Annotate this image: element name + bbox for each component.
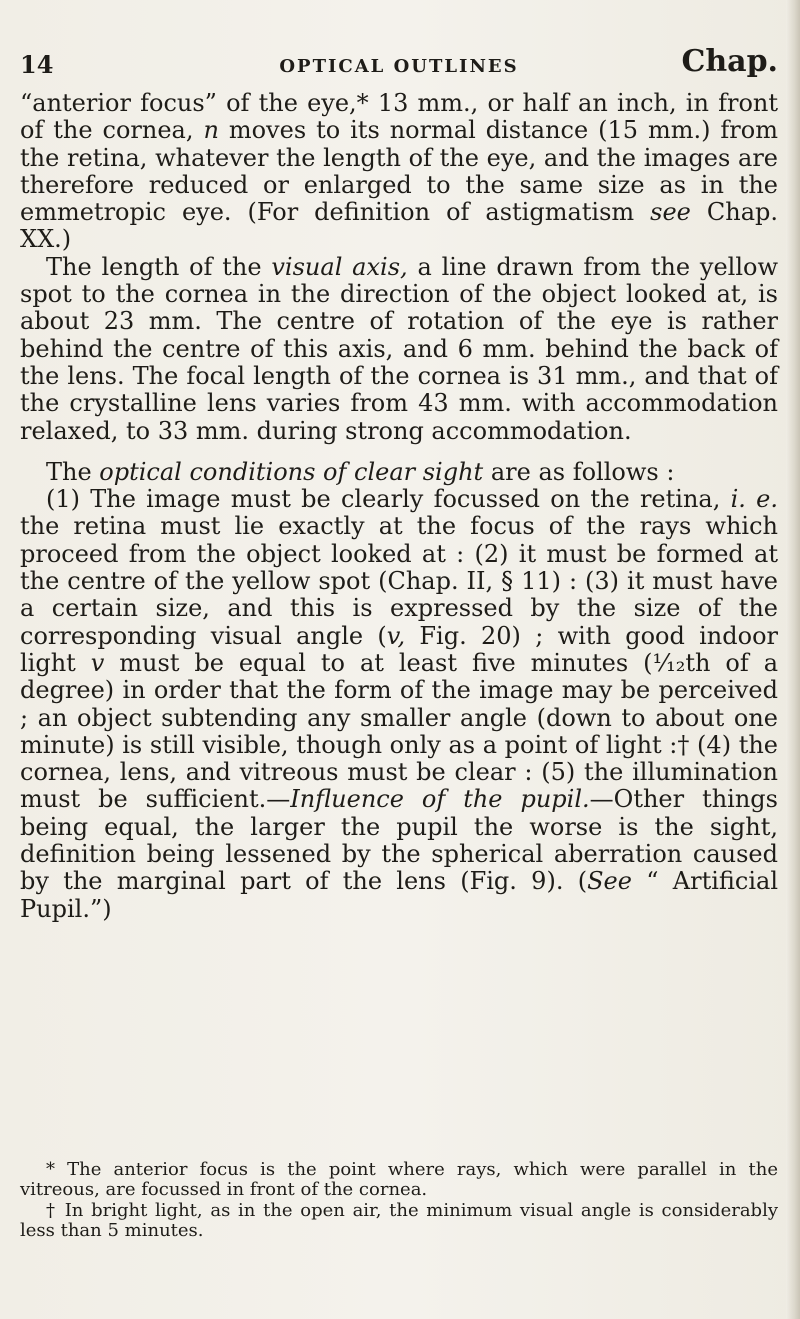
paragraph — [20, 459, 778, 486]
text-run: moves to its normal distance (15 mm.) from the retina, whatever the length of the eye, and the images are therefore reduced or enlarged to the same size as in the emmetropic eye. (For definition of astigmatism — [20, 116, 778, 227]
paragraph — [20, 486, 778, 923]
paragraph — [20, 90, 778, 254]
section-label: Chap. — [681, 44, 778, 79]
italic-text: i. e. — [730, 485, 778, 514]
italic-text: optical conditions of clear sight — [99, 457, 484, 486]
italic-text: see — [650, 198, 691, 227]
page-number: 14 — [20, 50, 54, 79]
footnote: * The anterior focus is the point where rays, which were parallel in the vitreous, are focussed in front of the cornea. — [20, 1159, 778, 1201]
text-run: (1) The image must be clearly focussed on the retina, — [46, 485, 731, 514]
text-run: a line drawn from the yellow spot to the cornea in the direction of the object looked at, is about 23 mm. The centre of rotation of the eye is rather behind the centre of this axis, and 6 mm. behind the back of the lens. The focal length of the cornea is 31 mm., and that of the crystalline lens varies from 43 mm. with accommodation relaxed, to 33 mm. during strong accommodation. — [20, 252, 778, 445]
footnote: † In bright light, as in the open air, the minimum visual angle is considerably less than 5 minutes. — [20, 1199, 778, 1242]
text-run: The — [46, 457, 100, 486]
italic-text: See — [587, 867, 632, 896]
paragraph — [20, 254, 778, 445]
page-header — [20, 46, 778, 86]
text-run: —Other things being equal, the larger the pupil the worse is the sight, definition being lessened by the spherical aberration caused by the marginal part of the lens (Fig. 9). ( — [20, 785, 778, 896]
text-run: Fig. 20) ; with good indoor light — [20, 621, 778, 677]
text-run: Chap. XX.) — [20, 198, 778, 254]
italic-text: n — [203, 116, 219, 145]
footnotes — [20, 1160, 778, 1242]
text-run: are as follows : — [483, 457, 675, 486]
page-edge — [786, 0, 800, 1319]
italic-text: v — [90, 648, 105, 677]
italic-text: Influence of the pupil. — [290, 785, 590, 814]
text-run: “anterior focus” of the eye,* 13 mm., or half an inch, in front of the cornea, — [20, 89, 778, 145]
running-head: OPTICAL OUTLINES — [279, 56, 519, 77]
text-run: The length of the — [46, 252, 272, 281]
italic-text: v, — [386, 621, 406, 650]
body-text — [20, 90, 778, 923]
text-run: “ Artificial Pupil.”) — [20, 867, 779, 923]
text-run: the retina must lie exactly at the focus of the rays which proceed from the object looked at : (2) it must be formed at the centre of the yellow spot (Chap. II, § 11) : (3) it must have a certain size, and this is expressed by the size of the corresponding visual angle ( — [20, 512, 778, 650]
text-run: must be equal to at least five minutes (¹⁄₁₂th of a degree) in order that the form of the image may be perceived ; an object subtending any smaller angle (down to about one minute) is still visible, though only as a point of light :† (4) the cornea, lens, and vitreous must be clear : (5) the illumination must be sufficient.— — [20, 648, 779, 814]
italic-text: visual axis, — [271, 252, 408, 281]
